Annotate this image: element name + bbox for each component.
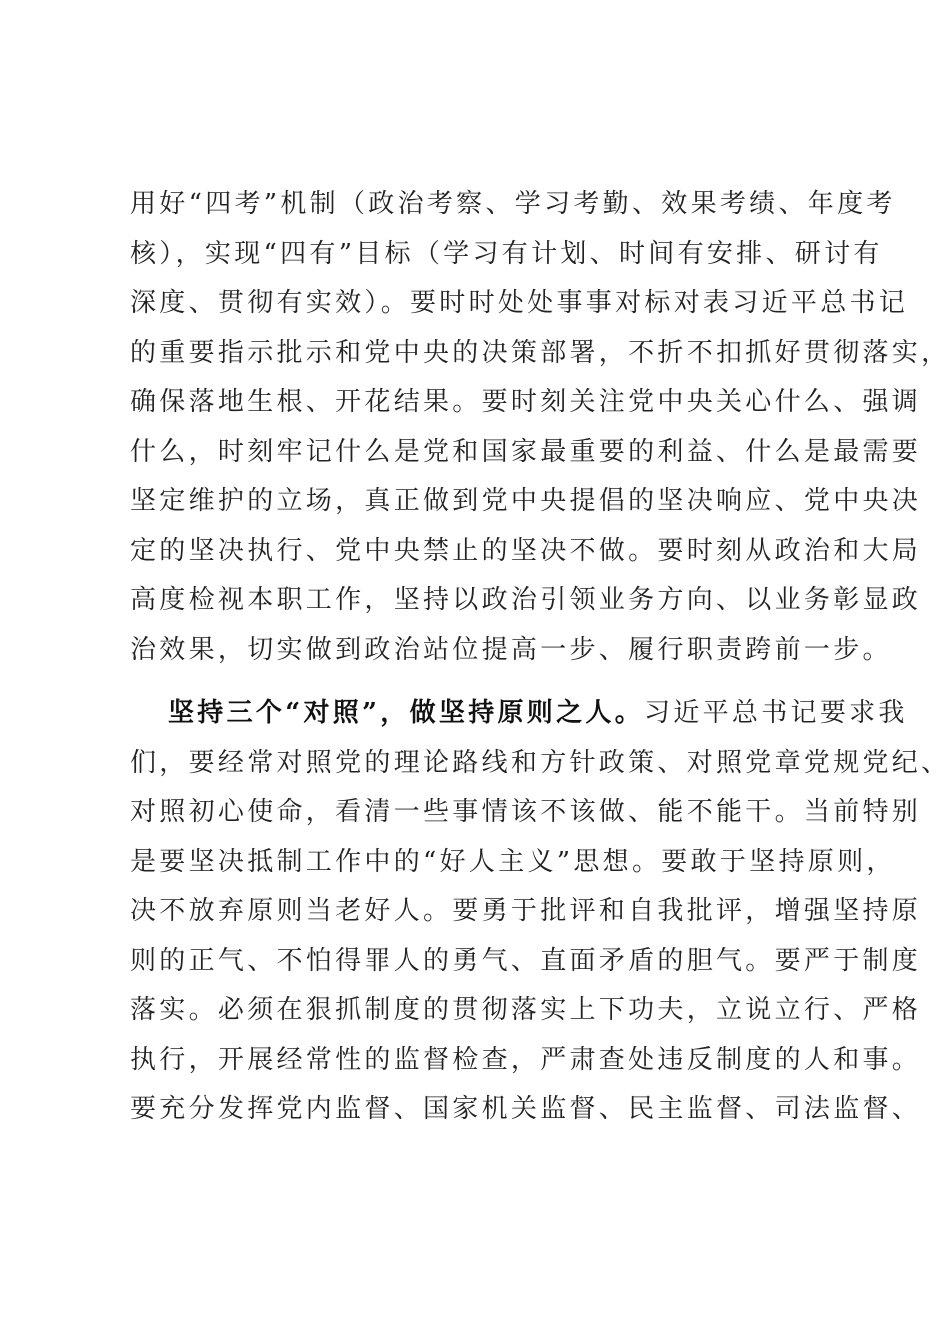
paragraph-line: 执行，开展经常性的监督检查，严肃查处违反制度的人和事。 bbox=[130, 1044, 922, 1075]
paragraph-line: 们，要经常对照党的理论路线和方针政策、对照党章党规党纪、 bbox=[130, 747, 950, 778]
paragraph-line: 定的坚决执行、党中央禁止的坚决不做。要时刻从政治和大局 bbox=[130, 535, 922, 566]
paragraph-line: 是要坚决抵制工作中的“好人主义”思想。要敢于坚持原则， bbox=[130, 846, 896, 877]
paragraph-line: 深度、贯彻有实效）。要时时处处事事对标对表习近平总书记 bbox=[130, 288, 909, 318]
paragraph-line: 坚定维护的立场，真正做到党中央提倡的坚决响应、党中央决 bbox=[130, 486, 922, 516]
paragraph-line: 确保落地生根、开花结果。要时刻关注党中央关心什么、强调 bbox=[130, 387, 922, 417]
paragraph-2 bbox=[130, 689, 950, 1135]
paragraph-line: 对照初心使命，看清一些事情该不该做、能不能干。当前特别 bbox=[130, 797, 922, 827]
paragraph-line: 治效果，切实做到政治站位提高一步、履行职责跨前一步。 bbox=[130, 634, 892, 665]
paragraph-1 bbox=[130, 180, 950, 675]
paragraph-line: 高度检视本职工作，坚持以政治引领业务方向、以业务彰显政 bbox=[130, 585, 922, 615]
paragraph-line: 用好“四考”机制（政治考察、学习考勤、效果考绩、年度考 bbox=[130, 189, 896, 219]
paragraph-line: 什么，时刻牢记什么是党和国家最重要的利益、什么是最需要 bbox=[130, 436, 922, 467]
paragraph-line: 则的正气、不怕得罪人的勇气、直面矛盾的胆气。要严于制度 bbox=[130, 945, 922, 976]
paragraph-line: 核），实现“四有”目标（学习有计划、时间有安排、研讨有 bbox=[130, 238, 883, 269]
body-text bbox=[130, 180, 950, 1135]
paragraph-line: 要充分发挥党内监督、国家机关监督、民主监督、司法监督、 bbox=[130, 1094, 922, 1124]
paragraph-line: 的重要指示批示和党中央的决策部署，不折不扣抓好贯彻落实， bbox=[130, 337, 950, 368]
paragraph-line: 决不放弃原则当老好人。要勇于批评和自我批评，增强坚持原 bbox=[130, 896, 922, 926]
paragraph-spacer bbox=[130, 675, 850, 689]
paragraph-line: 落实。必须在狠抓制度的贯彻落实上下功夫，立说立行、严格 bbox=[130, 995, 922, 1025]
paragraph-first-line bbox=[130, 689, 908, 739]
paragraph-line-rest: 习近平总书记要求我 bbox=[644, 698, 908, 728]
section-heading: 坚持三个“对照”，做坚持原则之人。 bbox=[168, 698, 645, 728]
